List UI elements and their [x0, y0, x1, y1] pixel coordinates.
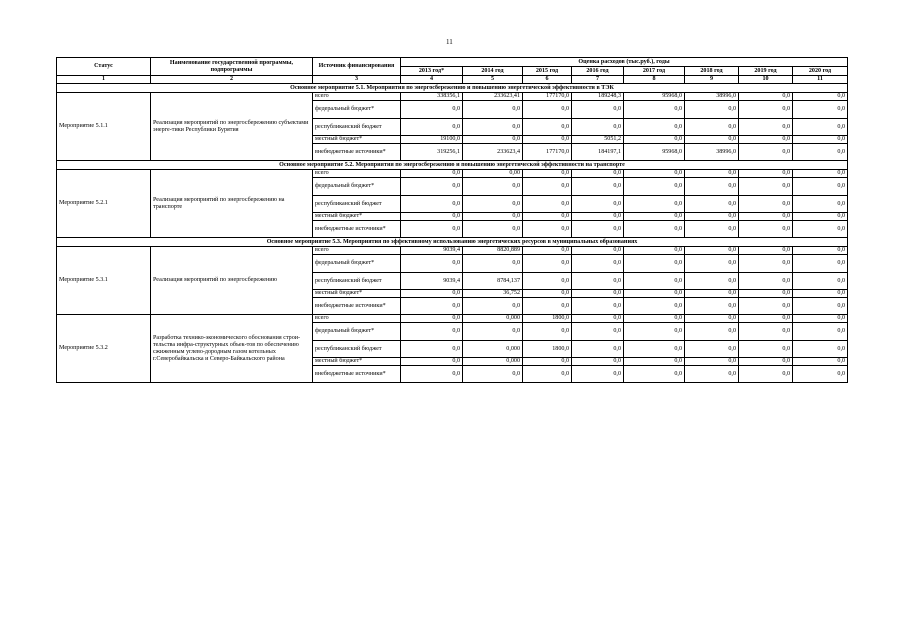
amount-cell: 0,0 [572, 298, 624, 315]
amount-cell: 8784,137 [463, 273, 523, 290]
funding-source-cell: республиканский бюджет [313, 273, 401, 290]
amount-cell: 0,0 [401, 119, 463, 136]
amount-cell: 0,0 [739, 178, 793, 196]
amount-cell: 0,0 [401, 255, 463, 273]
amount-cell: 0,0 [523, 273, 572, 290]
amount-cell: 0,0 [523, 136, 572, 144]
amount-cell: 0,0 [793, 366, 848, 383]
funding-source-cell: местный бюджет* [313, 213, 401, 221]
amount-cell: 0,0 [685, 298, 739, 315]
amount-cell: 0,0 [739, 101, 793, 119]
amount-cell: 0,0 [793, 298, 848, 315]
header-year: 2014 год [463, 67, 523, 76]
amount-cell: 0,0 [685, 213, 739, 221]
column-index: 6 [523, 76, 572, 84]
amount-cell: 0,0 [739, 273, 793, 290]
amount-cell: 0,0 [624, 358, 685, 366]
amount-cell: 338356,1 [401, 93, 463, 101]
amount-cell: 0,0 [463, 101, 523, 119]
amount-cell: 0,0 [624, 323, 685, 341]
header-year: 2020 год [793, 67, 848, 76]
amount-cell: 0,0 [523, 170, 572, 178]
amount-cell: 0,0 [572, 323, 624, 341]
amount-cell: 0,0 [685, 366, 739, 383]
amount-cell: 177170,0 [523, 93, 572, 101]
amount-cell: 0,0 [739, 315, 793, 323]
amount-cell: 0,0 [463, 136, 523, 144]
amount-cell: 184197,1 [572, 144, 624, 161]
amount-cell: 0,0 [739, 290, 793, 298]
amount-cell: 0,0 [739, 298, 793, 315]
amount-cell: 0,0 [739, 144, 793, 161]
amount-cell: 0,0 [793, 221, 848, 238]
amount-cell: 0,0 [793, 119, 848, 136]
amount-cell: 0,0 [793, 136, 848, 144]
program-name-cell: Реализация мероприятий по энергосбережению [151, 247, 313, 315]
amount-cell: 0,0 [685, 247, 739, 255]
funding-source-cell: федеральный бюджет* [313, 178, 401, 196]
amount-cell: 177170,0 [523, 144, 572, 161]
amount-cell: 0,0 [572, 255, 624, 273]
column-index: 5 [463, 76, 523, 84]
amount-cell: 0,0 [739, 255, 793, 273]
amount-cell: 0,0 [572, 366, 624, 383]
table-row [57, 170, 848, 178]
status-cell: Мероприятие 5.1.1 [57, 93, 151, 161]
funding-source-cell: всего [313, 315, 401, 323]
table-row [57, 93, 848, 101]
amount-cell: 0,0 [685, 170, 739, 178]
amount-cell: 0,0 [463, 366, 523, 383]
funding-source-cell: федеральный бюджет* [313, 323, 401, 341]
amount-cell: 0,0 [685, 323, 739, 341]
table-header [57, 58, 848, 84]
amount-cell: 0,0 [624, 290, 685, 298]
amount-cell: 0,0 [401, 366, 463, 383]
header-year: 2013 год* [401, 67, 463, 76]
amount-cell: 0,0 [624, 255, 685, 273]
funding-source-cell: местный бюджет* [313, 358, 401, 366]
amount-cell: 0,0 [401, 221, 463, 238]
amount-cell: 0,0 [523, 290, 572, 298]
amount-cell: 38996,0 [685, 93, 739, 101]
program-name-cell: Разработка технико-экономического обоснования строи-тельства инфра-структурных объек-тов по обеспечению сжиженным углево-дородным газом котельных г.Северобайкальска и Северо-Байкальского района [151, 315, 313, 383]
amount-cell: 0,0 [572, 290, 624, 298]
header-year: 2015 год [523, 67, 572, 76]
amount-cell: 0,0 [739, 358, 793, 366]
amount-cell: 0,0 [793, 170, 848, 178]
amount-cell: 0,0 [739, 366, 793, 383]
amount-cell: 0,0 [793, 290, 848, 298]
amount-cell: 0,0 [572, 341, 624, 358]
amount-cell: 0,0 [523, 213, 572, 221]
amount-cell: 0,0 [624, 221, 685, 238]
funding-source-cell: республиканский бюджет [313, 341, 401, 358]
amount-cell: 189248,3 [572, 93, 624, 101]
amount-cell: 0,0 [401, 341, 463, 358]
amount-cell: 0,0 [793, 255, 848, 273]
funding-source-cell: внебюджетные источники* [313, 298, 401, 315]
amount-cell: 0,0 [572, 358, 624, 366]
amount-cell: 0,0 [401, 170, 463, 178]
amount-cell: 0,0 [739, 119, 793, 136]
amount-cell: 1800,0 [523, 341, 572, 358]
header-source: Источник финансирования [313, 58, 401, 76]
amount-cell: 0,0 [739, 196, 793, 213]
amount-cell: 0,0 [685, 273, 739, 290]
amount-cell: 0,0 [463, 178, 523, 196]
table-row [57, 247, 848, 255]
amount-cell: 0,0 [793, 315, 848, 323]
amount-cell: 0,0 [401, 298, 463, 315]
amount-cell: 0,0 [572, 247, 624, 255]
header-estimate: Оценка расходов (тыс.руб.), годы [401, 58, 848, 67]
amount-cell: 0,0 [401, 358, 463, 366]
budget-table [56, 57, 848, 383]
funding-source-cell: внебюджетные источники* [313, 366, 401, 383]
column-index: 4 [401, 76, 463, 84]
amount-cell: 0,0 [572, 178, 624, 196]
amount-cell: 0,0 [739, 170, 793, 178]
amount-cell: 0,0 [793, 341, 848, 358]
section-header-row [57, 238, 848, 247]
amount-cell: 19100,0 [401, 136, 463, 144]
amount-cell: 0,0 [401, 290, 463, 298]
amount-cell: 1800,0 [523, 315, 572, 323]
column-index: 10 [739, 76, 793, 84]
funding-source-cell: всего [313, 170, 401, 178]
amount-cell: 0,0 [624, 178, 685, 196]
status-cell: Мероприятие 5.3.1 [57, 247, 151, 315]
column-index: 2 [151, 76, 313, 84]
amount-cell: 95968,0 [624, 93, 685, 101]
section-title: Основное мероприятие 5.3. Мероприятия по эффективному использованию энергетических ресурсов в муниципальных образованиях [57, 238, 848, 247]
funding-source-cell: внебюджетные источники* [313, 144, 401, 161]
amount-cell: 0,0 [739, 247, 793, 255]
section-title: Основное мероприятие 5.2. Мероприятия по энергосбережению и повышению энергетической эффективности на транспорте [57, 161, 848, 170]
amount-cell: 0,0 [463, 255, 523, 273]
amount-cell: 95968,0 [624, 144, 685, 161]
amount-cell: 0,0 [685, 358, 739, 366]
amount-cell: 0,0 [685, 290, 739, 298]
header-year: 2017 год [624, 67, 685, 76]
funding-source-cell: внебюджетные источники* [313, 221, 401, 238]
amount-cell: 9039,4 [401, 247, 463, 255]
amount-cell: 0,0 [463, 196, 523, 213]
amount-cell: 0,0 [624, 170, 685, 178]
amount-cell: 0,0 [624, 119, 685, 136]
amount-cell: 9039,4 [401, 273, 463, 290]
amount-cell: 0,0 [572, 221, 624, 238]
header-status: Статус [57, 58, 151, 76]
amount-cell: 0,0 [793, 178, 848, 196]
amount-cell: 0,0 [624, 366, 685, 383]
amount-cell: 0,0 [401, 315, 463, 323]
amount-cell: 0,0 [624, 247, 685, 255]
status-cell: Мероприятие 5.3.2 [57, 315, 151, 383]
section-header-row [57, 84, 848, 93]
amount-cell: 0,0 [523, 247, 572, 255]
amount-cell: 0,0 [523, 196, 572, 213]
page-number: 11 [446, 38, 453, 46]
amount-cell: 0,0 [624, 101, 685, 119]
column-index: 11 [793, 76, 848, 84]
amount-cell: 0,0 [572, 119, 624, 136]
amount-cell: 0,0 [572, 170, 624, 178]
amount-cell: 0,0 [685, 341, 739, 358]
amount-cell: 0,0 [793, 247, 848, 255]
funding-source-cell: местный бюджет* [313, 136, 401, 144]
amount-cell: 0,0 [463, 119, 523, 136]
table-row [57, 315, 848, 323]
amount-cell: 0,0 [624, 298, 685, 315]
amount-cell: 0,0 [624, 273, 685, 290]
section-title: Основное мероприятие 5.1. Мероприятия по энергосбережению и повышению энергетической эффективности в ТЭК [57, 84, 848, 93]
amount-cell: 0,0 [739, 136, 793, 144]
header-program: Наименование государственной программы, подпрограммы [151, 58, 313, 76]
funding-source-cell: республиканский бюджет [313, 196, 401, 213]
amount-cell: 38996,0 [685, 144, 739, 161]
amount-cell: 0,0 [624, 341, 685, 358]
amount-cell: 0,0 [572, 273, 624, 290]
amount-cell: 0,0 [572, 196, 624, 213]
amount-cell: 0,0 [463, 298, 523, 315]
amount-cell: 0,0 [685, 101, 739, 119]
amount-cell: 0,0 [523, 298, 572, 315]
amount-cell: 0,00 [463, 170, 523, 178]
column-index: 9 [685, 76, 739, 84]
column-index: 8 [624, 76, 685, 84]
amount-cell: 0,0 [793, 213, 848, 221]
amount-cell: 0,0 [523, 255, 572, 273]
amount-cell: 0,000 [463, 341, 523, 358]
column-index: 3 [313, 76, 401, 84]
amount-cell: 0,0 [685, 196, 739, 213]
funding-source-cell: республиканский бюджет [313, 119, 401, 136]
amount-cell: 0,000 [463, 315, 523, 323]
amount-cell: 0,0 [401, 213, 463, 221]
amount-cell: 0,0 [739, 213, 793, 221]
funding-source-cell: всего [313, 93, 401, 101]
amount-cell: 0,0 [624, 136, 685, 144]
funding-source-cell: всего [313, 247, 401, 255]
amount-cell: 0,0 [685, 315, 739, 323]
header-year: 2019 год [739, 67, 793, 76]
amount-cell: 0,0 [401, 178, 463, 196]
amount-cell: 0,0 [685, 221, 739, 238]
header-year: 2016 год [572, 67, 624, 76]
section-header-row [57, 161, 848, 170]
amount-cell: 0,0 [523, 366, 572, 383]
amount-cell: 0,0 [572, 101, 624, 119]
amount-cell: 8820,889 [463, 247, 523, 255]
amount-cell: 0,0 [685, 178, 739, 196]
amount-cell: 0,0 [401, 196, 463, 213]
amount-cell: 0,0 [793, 196, 848, 213]
amount-cell: 0,0 [739, 341, 793, 358]
amount-cell: 0,0 [624, 196, 685, 213]
table-body [57, 84, 848, 383]
amount-cell: 0,0 [401, 101, 463, 119]
funding-source-cell: федеральный бюджет* [313, 101, 401, 119]
amount-cell: 0,0 [463, 213, 523, 221]
amount-cell: 0,0 [793, 144, 848, 161]
amount-cell: 0,0 [739, 221, 793, 238]
amount-cell: 0,0 [739, 93, 793, 101]
status-cell: Мероприятие 5.2.1 [57, 170, 151, 238]
amount-cell: 0,0 [685, 136, 739, 144]
header-year: 2018 год [685, 67, 739, 76]
amount-cell: 5051,2 [572, 136, 624, 144]
amount-cell: 319256,1 [401, 144, 463, 161]
amount-cell: 0,0 [463, 323, 523, 341]
funding-source-cell: федеральный бюджет* [313, 255, 401, 273]
amount-cell: 0,0 [624, 213, 685, 221]
amount-cell: 0,0 [793, 358, 848, 366]
program-name-cell: Реализация мероприятий по энергосбережению на транспорте [151, 170, 313, 238]
amount-cell: 36,752 [463, 290, 523, 298]
column-index: 7 [572, 76, 624, 84]
amount-cell: 0,0 [739, 323, 793, 341]
amount-cell: 233623,4 [463, 144, 523, 161]
amount-cell: 0,0 [463, 221, 523, 238]
amount-cell: 0,0 [685, 119, 739, 136]
amount-cell: 0,0 [624, 315, 685, 323]
amount-cell: 0,0 [793, 93, 848, 101]
amount-cell: 0,0 [523, 358, 572, 366]
amount-cell: 0,0 [523, 178, 572, 196]
amount-cell: 0,0 [523, 101, 572, 119]
amount-cell: 233623,41 [463, 93, 523, 101]
amount-cell: 0,000 [463, 358, 523, 366]
amount-cell: 0,0 [523, 221, 572, 238]
amount-cell: 0,0 [793, 273, 848, 290]
program-name-cell: Реализация мероприятий по энергосбережению субъектами энерге-тики Республики Бурятия [151, 93, 313, 161]
amount-cell: 0,0 [572, 213, 624, 221]
funding-source-cell: местный бюджет* [313, 290, 401, 298]
amount-cell: 0,0 [572, 315, 624, 323]
amount-cell: 0,0 [523, 119, 572, 136]
column-index: 1 [57, 76, 151, 84]
amount-cell: 0,0 [793, 101, 848, 119]
amount-cell: 0,0 [793, 323, 848, 341]
amount-cell: 0,0 [523, 323, 572, 341]
amount-cell: 0,0 [401, 323, 463, 341]
amount-cell: 0,0 [685, 255, 739, 273]
